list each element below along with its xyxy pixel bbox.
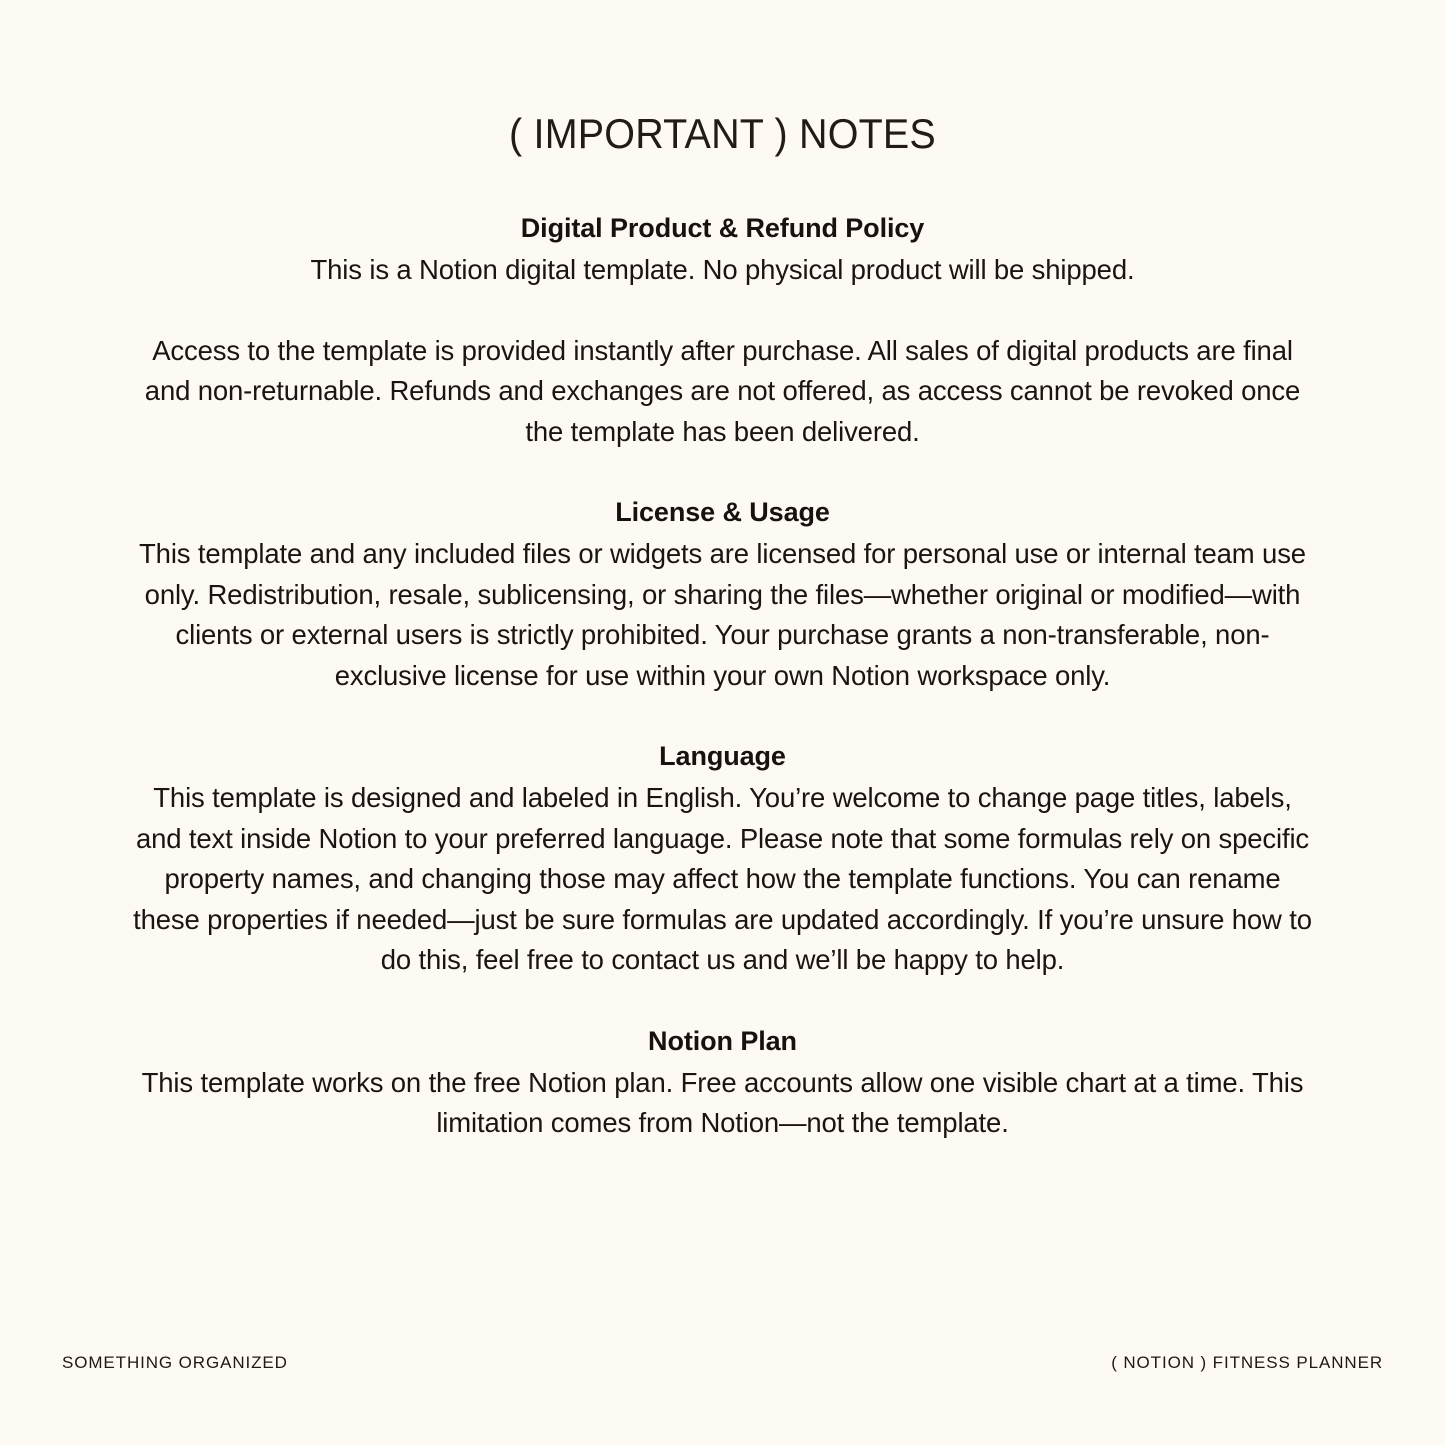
section-heading: Notion Plan [648,1025,797,1056]
page-footer [62,1353,1383,1373]
page-title: ( IMPORTANT ) NOTES [509,110,936,157]
footer-brand-label: SOMETHING ORGANIZED [62,1353,288,1372]
footer-product-label: ( NOTION ) FITNESS PLANNER [1111,1353,1383,1372]
notes-content [133,208,1313,1144]
section-body: This template is designed and labeled in English. You’re welcome to change page titles, labels, and text inside Notion to your preferred language. Please note that some formulas rely on specific property names, and changing those may affect how the template functions. You can rename these properties if needed—just be sure formulas are updated accordingly. If you’re unsure how to do this, feel free to contact us and we’ll be happy to help. [133,782,1312,976]
section-body: This template and any included files or widgets are licensed for personal use or internal team use only. Redistribution, resale, sublicensing, or sharing the files—whether original or modified—with clients or external users is strictly prohibited. Your purchase grants a non-transferable, non-exclusive license for use within your own Notion workspace only. [139,538,1306,691]
page-title-container [62,112,1383,156]
section-digital-product-refund-policy [133,208,1313,291]
section-body: This is a Notion digital template. No physical product will be shipped. [310,254,1135,286]
section-license-usage [133,492,1313,696]
section-body: This template works on the free Notion plan. Free accounts allow one visible chart at a time. This limitation comes from Notion—not the template. [141,1066,1304,1139]
section-notion-plan [133,1021,1313,1144]
section-heading: Digital Product & Refund Policy [520,213,925,244]
section-access-terms [133,331,1313,453]
section-language [133,736,1313,981]
section-heading: Language [659,741,786,772]
section-body: Access to the template is provided instantly after purchase. All sales of digital products are final and non-returnable. Refunds and exchanges are not offered, as access cannot be revoked once the template has been delivered. [144,334,1301,447]
section-heading: License & Usage [615,497,830,528]
